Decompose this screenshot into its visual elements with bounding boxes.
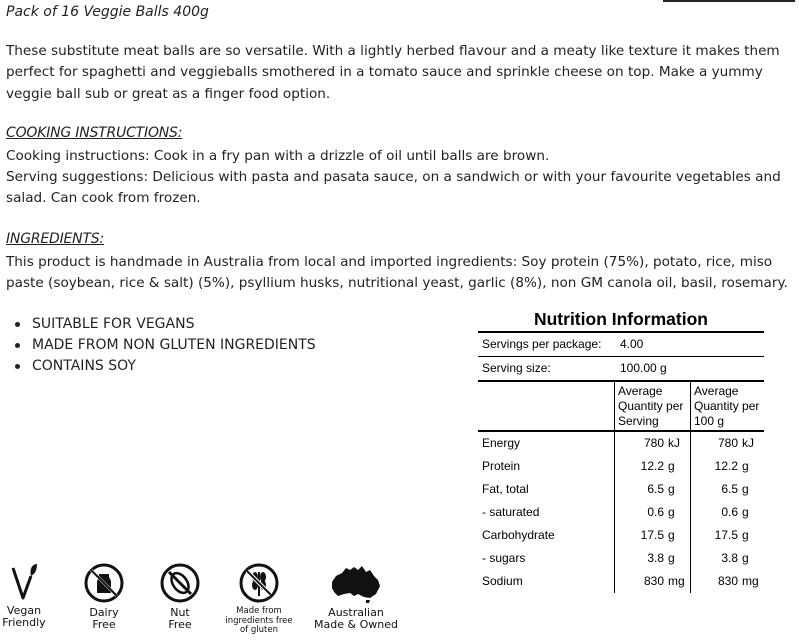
servings-value: 4.00 <box>620 337 644 351</box>
gluten-free-icon <box>238 562 280 604</box>
nutrient-serving-unit: mg <box>668 574 685 588</box>
nutrition-panel <box>478 307 764 593</box>
nutrient-100g-value: 6.5 <box>721 482 738 496</box>
table-row <box>478 524 764 547</box>
list-item: SUITABLE FOR VEGANS <box>15 314 316 335</box>
ingredients-text: This product is handmade in Australia from local and imported ingredients: Soy protein (75%), potato, rice, miso paste (soybean, rice & salt) (5%), psyllium husks, nutritional yeast, garlic (8%), non GM canola oil, basil, rosemary. <box>6 254 788 292</box>
gluten-free-badge <box>224 562 294 636</box>
product-title: Pack of 16 Veggie Balls 400g <box>6 4 209 20</box>
nutrient-100g-value: 17.5 <box>714 528 738 542</box>
nutrient-serving-value: 3.8 <box>647 551 664 565</box>
badge-label: Nut <box>170 606 190 619</box>
australia-map-icon <box>326 564 386 604</box>
nutrient-serving-unit: g <box>668 459 675 473</box>
dairy-free-badge <box>80 562 128 631</box>
bullet-icon <box>15 343 20 348</box>
nutrient-label: Fat, total <box>482 482 529 496</box>
nutrient-100g-unit: g <box>742 505 749 519</box>
list-item: MADE FROM NON GLUTEN INGREDIENTS <box>15 335 316 356</box>
badge-label: Free <box>92 618 116 631</box>
badge-label: Dairy <box>89 606 119 619</box>
cooking-instructions: Cooking instructions: Cook in a fry pan with a drizzle of oil until balls are brown. <box>6 148 550 164</box>
top-divider <box>663 0 795 2</box>
badge-label: Made & Owned <box>314 618 398 631</box>
badge-label: Friendly <box>2 616 46 629</box>
nutrient-100g-unit: kJ <box>742 436 754 450</box>
nutrient-100g-unit: g <box>742 482 749 496</box>
nutrient-100g-value: 780 <box>717 436 738 450</box>
servings-label: Servings per package: <box>482 337 602 351</box>
badge-label: Australian <box>328 606 384 619</box>
nutrient-serving-value: 830 <box>643 574 664 588</box>
col-100g-header: Average Quantity per 100 g <box>694 384 760 428</box>
nutrition-column-headers <box>478 382 764 430</box>
nutrient-serving-value: 12.2 <box>640 459 664 473</box>
serving-size-label: Serving size: <box>482 361 551 375</box>
vegan-badge <box>0 562 48 629</box>
table-row <box>478 478 764 501</box>
table-row <box>478 455 764 478</box>
nutrient-label: - sugars <box>482 551 526 565</box>
nut-free-badge <box>156 562 204 631</box>
table-row <box>478 547 764 570</box>
cooking-heading: COOKING INSTRUCTIONS: <box>6 125 183 141</box>
bullet-icon <box>15 364 20 369</box>
serving-suggestions: Serving suggestions: Delicious with pasta and pasata sauce, on a sandwich or with your favourite vegetables and salad. Can cook from frozen. <box>6 169 781 207</box>
nutrient-100g-value: 0.6 <box>721 505 738 519</box>
nutrient-serving-value: 17.5 <box>640 528 664 542</box>
nutrient-100g-unit: g <box>742 459 749 473</box>
nutrient-serving-value: 0.6 <box>647 505 664 519</box>
dietary-bullets <box>15 314 316 377</box>
vegan-leaf-icon <box>9 562 39 602</box>
nutrient-100g-value: 3.8 <box>721 551 738 565</box>
nutrient-serving-unit: g <box>668 482 675 496</box>
nutrient-100g-unit: g <box>742 551 749 565</box>
serving-size-row <box>478 357 764 380</box>
badge-row <box>0 560 420 643</box>
nutrient-100g-unit: g <box>742 528 749 542</box>
nutrition-table <box>478 382 764 593</box>
badge-label: Free <box>168 618 192 631</box>
nutrition-title: Nutrition Information <box>533 309 708 329</box>
nutrient-100g-value: 830 <box>717 574 738 588</box>
nutrient-label: Protein <box>482 459 521 473</box>
nutrient-serving-unit: kJ <box>668 436 680 450</box>
badge-label: Vegan <box>6 604 42 617</box>
nutrient-serving-unit: g <box>668 505 675 519</box>
table-row <box>478 432 764 455</box>
table-row <box>478 501 764 524</box>
badge-label: Made from <box>236 606 282 616</box>
badge-label: ingredients free <box>225 615 293 626</box>
col-serving-header: Average Quantity per Serving <box>618 384 684 428</box>
nutrient-label: - saturated <box>482 505 540 519</box>
badge-label: of gluten <box>240 625 278 635</box>
servings-row <box>478 333 764 356</box>
nutrient-label: Sodium <box>482 574 523 588</box>
list-item: CONTAINS SOY <box>15 356 316 377</box>
serving-size-value: 100.00 g <box>620 361 667 375</box>
nut-free-icon <box>159 562 201 604</box>
nutrient-label: Carbohydrate <box>482 528 555 542</box>
nutrient-serving-value: 780 <box>643 436 664 450</box>
australian-made-badge <box>306 564 406 631</box>
nutrient-serving-value: 6.5 <box>647 482 664 496</box>
nutrient-100g-value: 12.2 <box>714 459 738 473</box>
product-description: These substitute meat balls are so versatile. With a lightly herbed flavour and a meaty like texture it makes them perfect for spaghetti and veggieballs smothered in a tomato sauce and sprinkle cheese on top. Make a yummy veggie ball sub or great as a finger food option. <box>6 43 780 102</box>
nutrient-serving-unit: g <box>668 528 675 542</box>
bullet-icon <box>15 322 20 327</box>
nutrient-serving-unit: g <box>668 551 675 565</box>
dairy-free-icon <box>83 562 125 604</box>
ingredients-heading: INGREDIENTS: <box>6 231 105 247</box>
table-row <box>478 570 764 593</box>
nutrient-label: Energy <box>482 436 521 450</box>
nutrient-100g-unit: mg <box>742 574 759 588</box>
